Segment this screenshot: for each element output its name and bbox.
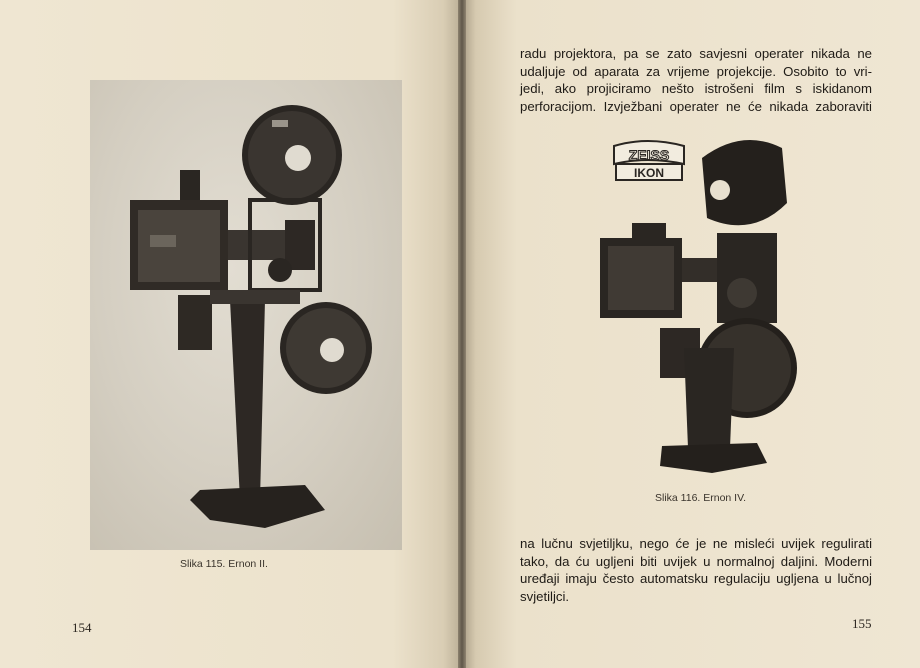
text-line: udaljuje od aparata za vrijeme projekcije. Osobito to vri- [520,63,872,79]
logo-ikon-text: IKON [634,166,664,180]
zeiss-ikon-logo [614,141,684,180]
projector-ernon-ii-illustration [90,80,402,550]
figure-116-caption: Slika 116. Ernon IV. [655,492,747,504]
text-line: na lučnu svjetiljku, nego će je ne misleći uvijek regulirati [520,536,872,551]
projector-ernon-iv-illustration [592,128,802,488]
top-paragraph [520,45,872,115]
text-line: jedi, ako projiciramo nešto istrošeni film s iskidanom [520,81,872,96]
text-line: perforacijom. Izvježbani operater ne će nikada zaboraviti [520,98,872,114]
left-page-number: 154 [72,620,92,635]
book-gutter [458,0,466,668]
right-page-number: 155 [852,616,872,631]
text-line: svjetiljci. [520,588,570,604]
figure-116-ernon-iv-photo [592,128,802,488]
text-line: tako, da ću ugljeni biti uvijek u normalnoj daljini. Moderni [520,553,872,569]
figure-115-ernon-ii-photo [90,80,402,550]
text-line: uređaji imaju često automatsku regulaciju ugljena u lučnoj [520,571,872,586]
text-line: radu projektora, pa se zato savjesni operater nikada ne [520,46,872,61]
figure-115-caption: Slika 115. Ernon II. [180,558,268,570]
bottom-paragraph [520,535,872,605]
logo-zeiss-text: ZEISS [628,147,670,163]
